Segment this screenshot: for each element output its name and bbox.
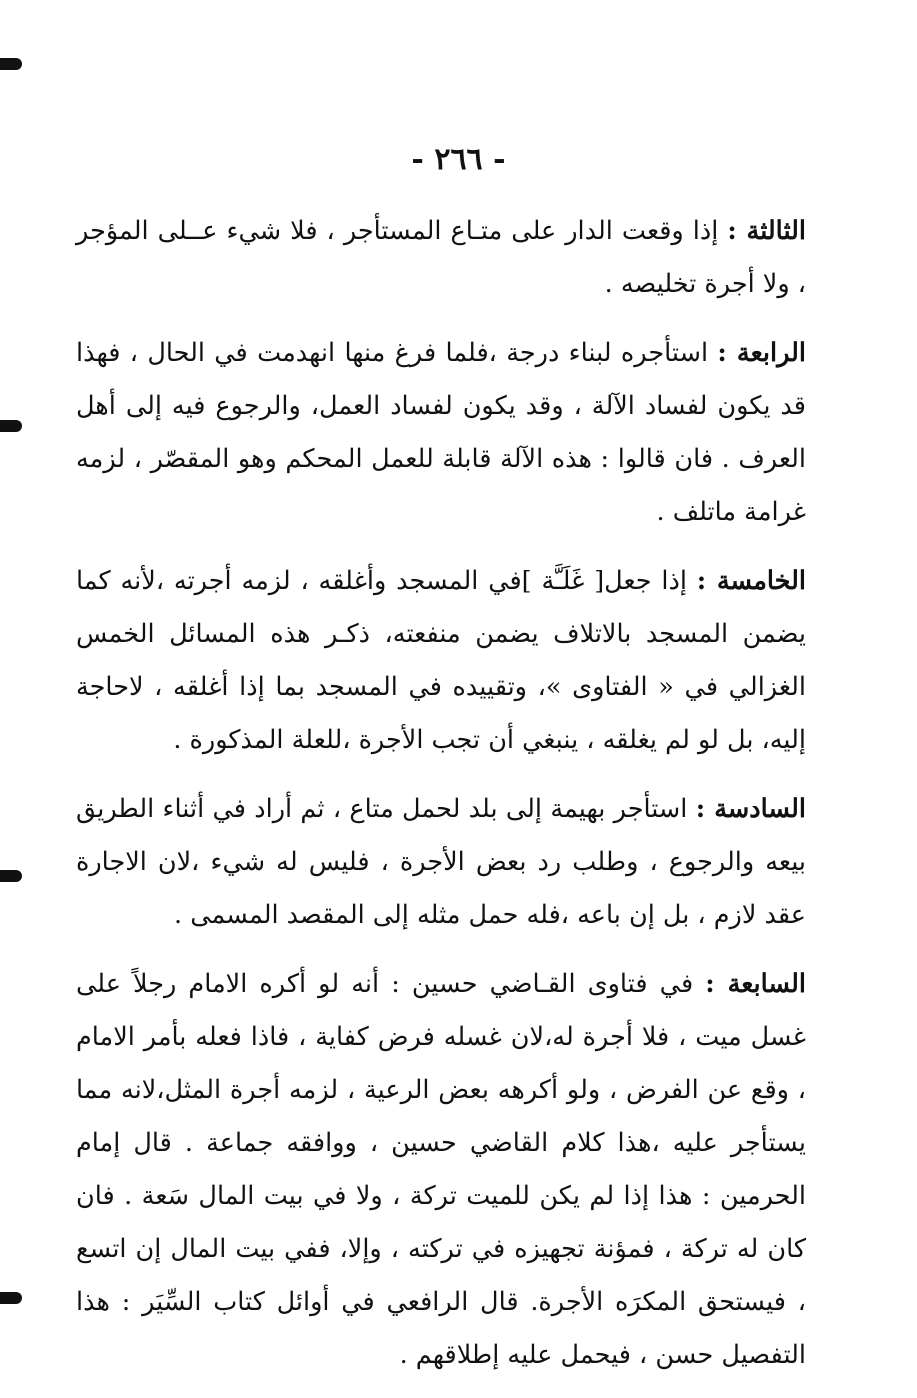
page-body: [76, 205, 806, 1398]
paragraph-fifth: [76, 555, 806, 767]
paragraph-sixth: [76, 783, 806, 942]
paragraph-text: استأجره لبناء درجة ،فلما فرغ منها انهدمت في الحال ، فهذا قد يكون لفساد الآلة ، وقد يكون لفساد العمل، والرجوع فيه إلى أهل العرف . فان قالوا : هذه الآلة قابلة للعمل المحكم وهو المقصّر ، لزمه غرامة ماتلف .: [76, 338, 806, 527]
paragraph-heading: السادسة :: [695, 794, 806, 824]
paragraph-heading: الثالثة :: [727, 216, 806, 246]
paragraph-text: استأجر بهيمة إلى بلد لحمل متاع ، ثم أراد في أثناء الطريق بيعه والرجوع ، وطلب رد بعض الأجرة ، فليس له شيء ،لان الاجارة عقد لازم ، بل إن باعه ،فله حمل مثله إلى المقصد المسمى .: [76, 794, 806, 930]
paragraph-text: في فتاوى القـاضي حسين : أنه لو أكره الامام رجلاً على غسل ميت ، فلا أجرة له،لان غسله فرض كفاية ، فاذا فعله بأمر الامام ، وقع عن الفرض ، ولو أكرهه بعض الرعية ، لزمه أجرة المثل،لانه مما يستأجر عليه ،هذا كلام القاضي حسين ، ووافقه جماعة . قال إمام الحرمين : هذا إذا لم يكن للميت تركة ، ولا في بيت المال سَعة . فان كان له تركة ، فمؤنة تجهيزه في تركته ، وإلا، ففي بيت المال إن اتسع ، فيستحق المكرَه الأجرة. قال الرافعي في أوائل كتاب السِّيَر : هذا التفصيل حسن ، فيحمل عليه إطلاقهم .: [76, 969, 806, 1370]
paragraph-third: [76, 205, 806, 311]
paragraph-text: إذا جعل[ غَلَـَّة ]في المسجد وأغلقه ، لزمه أجرته ،لأنه كما يضمن المسجد بالاتلاف يضمن منفعته، ذكـر هذه المسائل الخمس الغزالي في « الفتاوى »، وتقييده في المسجد بما إذا أغلقه ، لاحاجة إليه، بل لو لم يغلقه ، ينبغي أن تجب الأجرة ،للعلة المذكورة .: [76, 566, 806, 755]
scan-edge-mark: [0, 58, 22, 70]
paragraph-seventh: [76, 958, 806, 1382]
paragraph-heading: الخامسة :: [696, 566, 806, 596]
paragraph-fourth: [76, 327, 806, 539]
scan-edge-mark: [0, 870, 22, 882]
paragraph-text: إذا وقعت الدار على متـاع المستأجر ، فلا شيء عــلى المؤجر ، ولا أجرة تخليصه .: [76, 216, 806, 299]
page-number: - ٢٦٦ -: [411, 142, 506, 177]
paragraph-heading: الرابعة :: [717, 338, 807, 368]
scan-edge-mark: [0, 420, 22, 432]
scan-edge-mark: [0, 1292, 22, 1304]
paragraph-heading: السابعة :: [705, 969, 807, 999]
